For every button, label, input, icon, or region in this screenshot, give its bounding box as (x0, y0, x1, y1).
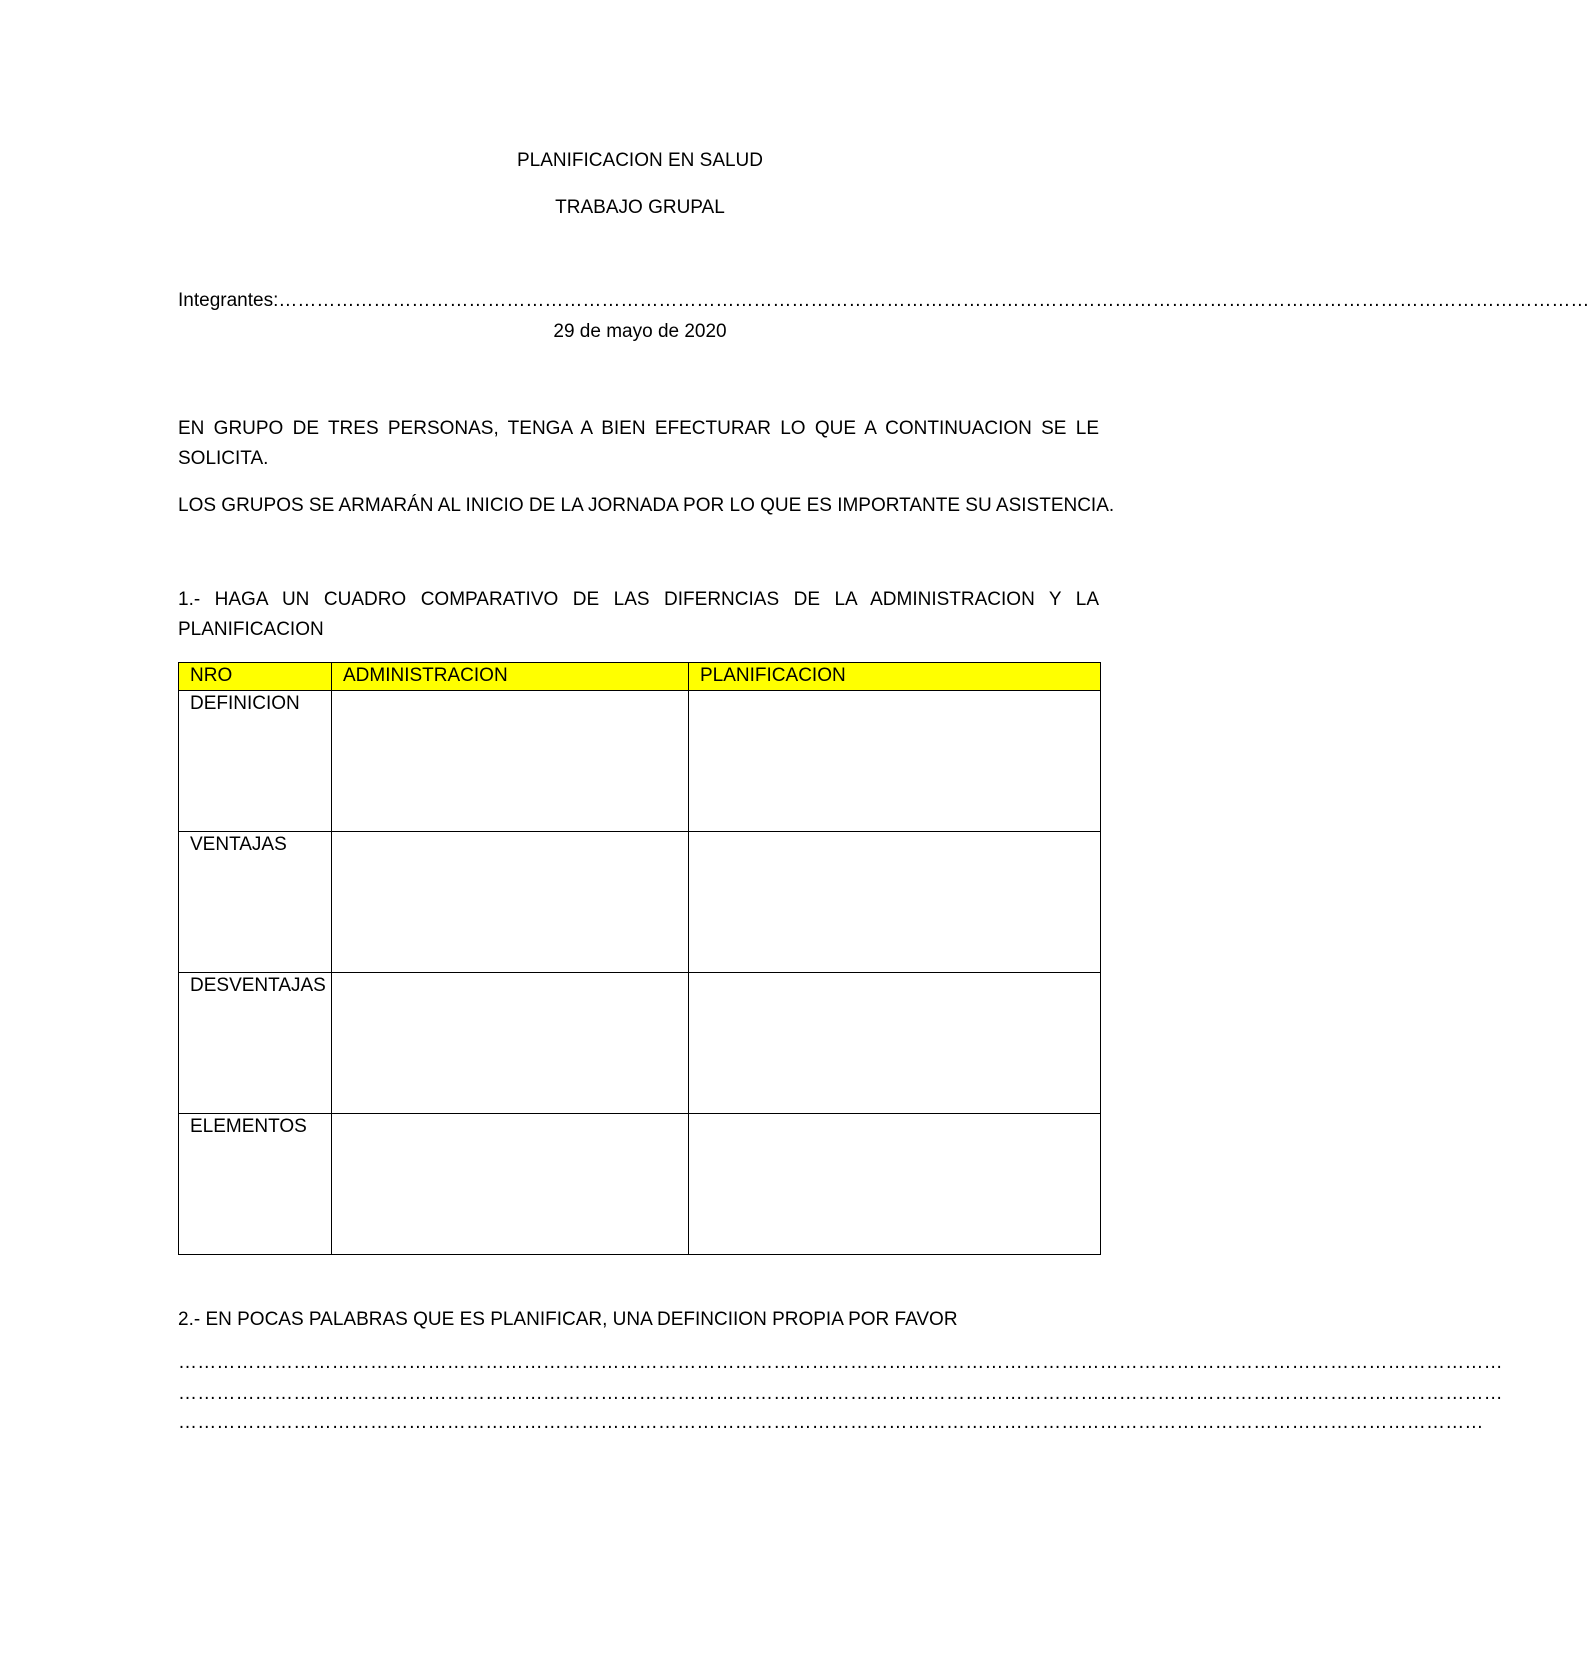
answer-dotted-line-3[interactable]: …………………………………………………………………………………………………………………………………………………………………………………… (178, 1412, 1484, 1433)
answer-dotted-line-1[interactable]: ……………………………………………………………………………………………………………………………………………………………………………………… (178, 1352, 1503, 1373)
document-date: 29 de mayo de 2020 (553, 321, 727, 342)
document-title: PLANIFICACION EN SALUD (517, 150, 763, 171)
cell-ventajas-administracion[interactable] (332, 832, 689, 973)
table-row (179, 973, 1101, 1114)
members-dotted-line: ……………………………………………………………………………………………………………………………………………………………………………………… (278, 290, 1589, 311)
header-planificacion: PLANIFICACION (689, 663, 1101, 691)
cell-ventajas-planificacion[interactable] (689, 832, 1101, 973)
instruction-paragraph-1: EN GRUPO DE TRES PERSONAS, TENGA A BIEN EFECTURAR LO QUE A CONTINUACION SE LE SOLICITA. (178, 418, 1099, 469)
row-label-definicion: DEFINICION (179, 691, 332, 832)
comparison-table (178, 662, 1101, 1255)
row-label-desventajas: DESVENTAJAS (179, 973, 332, 1114)
row-label-ventajas: VENTAJAS (179, 832, 332, 973)
cell-definicion-administracion[interactable] (332, 691, 689, 832)
cell-elementos-planificacion[interactable] (689, 1114, 1101, 1255)
table-row (179, 832, 1101, 973)
instruction-paragraph-2: LOS GRUPOS SE ARMARÁN AL INICIO DE LA JORNADA POR LO QUE ES IMPORTANTE SU ASISTENCIA. (178, 495, 1115, 516)
cell-desventajas-administracion[interactable] (332, 973, 689, 1114)
question-1: 1.- HAGA UN CUADRO COMPARATIVO DE LAS DIFERNCIAS DE LA ADMINISTRACION Y LA PLANIFICACION (178, 589, 1099, 640)
row-label-elementos: ELEMENTOS (179, 1114, 332, 1255)
table-row (179, 1114, 1101, 1255)
answer-dotted-line-2[interactable]: ……………………………………………………………………………………………………………………………………………………………………………………… (178, 1383, 1503, 1404)
table-row (179, 691, 1101, 832)
cell-elementos-administracion[interactable] (332, 1114, 689, 1255)
cell-definicion-planificacion[interactable] (689, 691, 1101, 832)
cell-desventajas-planificacion[interactable] (689, 973, 1101, 1114)
header-administracion: ADMINISTRACION (332, 663, 689, 691)
header-nro: NRO (179, 663, 332, 691)
members-field (178, 290, 1589, 312)
members-label: Integrantes: (178, 290, 279, 311)
table-header-row (179, 663, 1101, 691)
question-2: 2.- EN POCAS PALABRAS QUE ES PLANIFICAR, UNA DEFINCIION PROPIA POR FAVOR (178, 1309, 958, 1330)
document-subtitle: TRABAJO GRUPAL (555, 197, 725, 218)
